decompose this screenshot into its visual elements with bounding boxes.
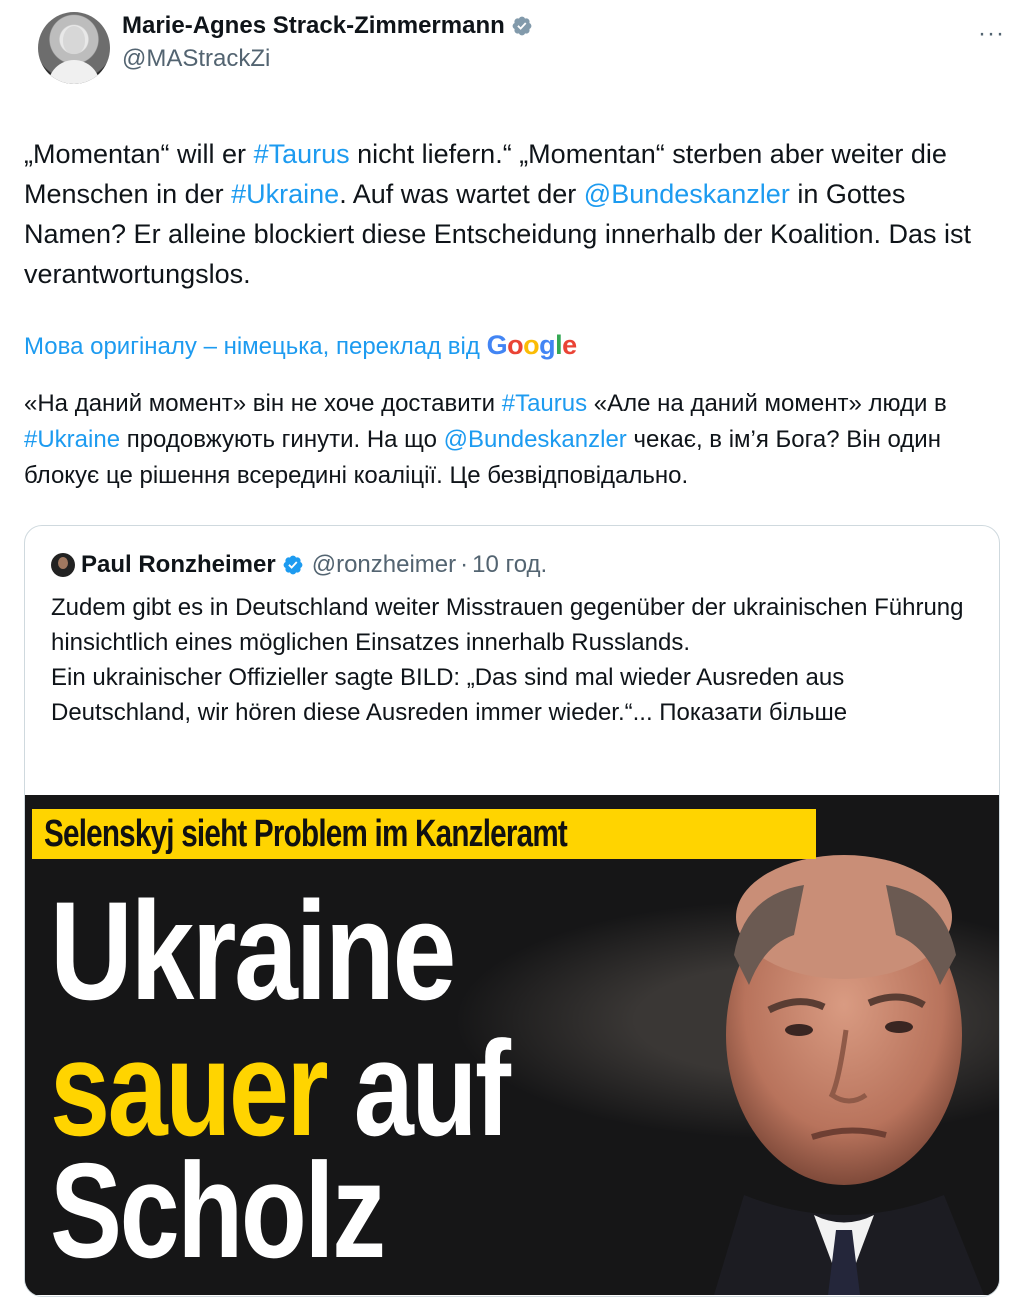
headline-yellow-word: sauer [50, 1013, 327, 1164]
show-more-link[interactable]: Показати більше [652, 699, 848, 726]
hashtag-taurus[interactable]: #Taurus [253, 139, 350, 169]
quoted-tweet-text [51, 590, 981, 730]
translated-text [24, 386, 994, 494]
quoted-verified-badge-icon [282, 554, 304, 576]
translated-text-part: «Але на даний момент» люди в [587, 390, 947, 417]
author-handle[interactable]: @MAStrackZi [122, 45, 271, 72]
quoted-separator: · [460, 551, 469, 578]
hashtag-ukraine[interactable]: #Ukraine [231, 179, 340, 209]
google-letter: g [539, 330, 556, 360]
quoted-tweet-card[interactable] [24, 525, 1000, 1297]
quoted-author-handle: @ronzheimer [311, 551, 457, 578]
avatar-body [48, 60, 100, 84]
translated-text-part: чекає, в ім’я Бога? Він один блокує це рішення всередині коаліції. Це безвідповідально. [24, 426, 941, 489]
tweet-text-part: in Gottes Namen? Er alleine blockiert diese Entscheidung innerhalb der Koalition. Das ist verantwortungslos. [24, 179, 972, 289]
avatar[interactable] [38, 12, 110, 84]
mention-bundeskanzler[interactable]: @Bundeskanzler [583, 179, 790, 209]
translation-note[interactable] [24, 327, 577, 365]
google-logo [487, 330, 577, 360]
google-letter: l [555, 330, 563, 360]
tweet-text-part: „Momentan“ will er [24, 139, 254, 169]
tweet-text-part: . Auf was wartet der [339, 179, 584, 209]
headline-strap [32, 809, 816, 859]
hashtag-taurus-translated[interactable]: #Taurus [501, 390, 588, 417]
tweet-text [24, 134, 994, 294]
translation-note-text: Мова оригіналу – німецька, переклад від [24, 333, 480, 360]
portrait-photo [674, 825, 1000, 1295]
translated-text-part: «На даний момент» він не хоче доставити [24, 390, 502, 417]
headline-line-1: Ukraine [50, 872, 454, 1029]
quoted-tweet-header [51, 550, 547, 580]
google-letter: G [486, 330, 508, 360]
author-name-text: Marie-Agnes Strack-Zimmermann [122, 12, 505, 39]
google-letter: o [523, 330, 540, 360]
google-letter: o [507, 330, 524, 360]
headline-strap-text: Selenskyj sieht Problem im Kanzleramt [44, 812, 567, 855]
headline-line-3: Scholz [50, 1135, 384, 1286]
translated-text-part: продовжують гинути. На що [120, 426, 444, 453]
quoted-author-name: Paul Ronzheimer [81, 551, 276, 578]
quoted-text-line-2 [51, 660, 981, 730]
quoted-timestamp: 10 год. [472, 551, 548, 578]
author-name[interactable] [122, 12, 533, 40]
mention-bundeskanzler-translated[interactable]: @Bundeskanzler [443, 426, 627, 453]
avatar-face [63, 26, 85, 54]
verified-badge-icon [511, 15, 533, 37]
quoted-text-line: Zudem gibt es in Deutschland weiter Misstrauen gegenüber der ukrainischen Führung hinsichtlich eines möglichen Einsatzes innerhalb Russlands. [51, 594, 964, 656]
hashtag-ukraine-translated[interactable]: #Ukraine [24, 426, 121, 453]
headline-word: auf [326, 1013, 509, 1164]
quoted-media-image[interactable] [24, 795, 1000, 1295]
tweet-text-part: nicht liefern.“ „Momentan“ sterben aber weiter die Menschen in der [24, 139, 947, 209]
quoted-avatar [51, 553, 75, 577]
google-letter: e [562, 330, 577, 360]
more-options-icon[interactable]: ··· [978, 20, 1005, 47]
quoted-text-part: Ein ukrainischer Offizieller sagte BILD: „Das sind mal wieder Ausreden aus Deutschland, wir hören diese Ausreden immer wieder.“... [51, 664, 845, 726]
